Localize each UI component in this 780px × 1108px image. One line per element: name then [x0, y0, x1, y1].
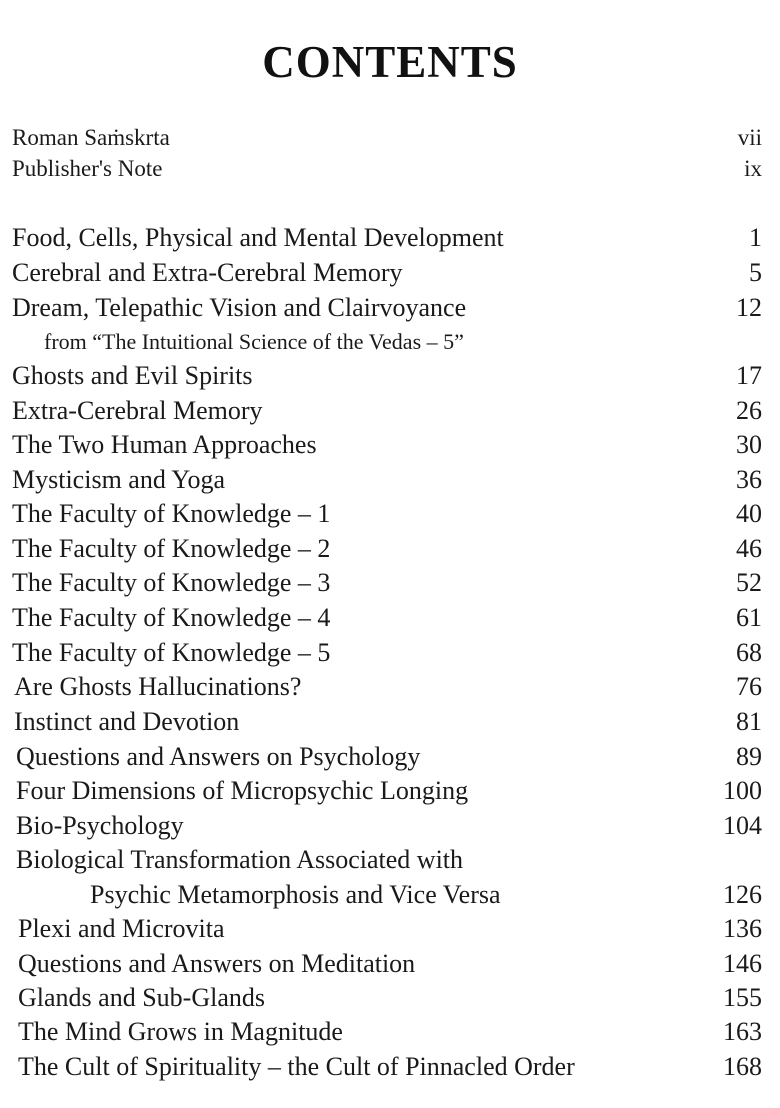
toc-entry-title: The Faculty of Knowledge – 1: [12, 499, 331, 528]
toc-entry: [0, 497, 780, 531]
toc-entry-title: Questions and Answers on Psychology: [16, 742, 421, 771]
toc-entry: [0, 809, 780, 843]
toc-entry: [0, 843, 780, 877]
toc-entry: [0, 121, 780, 155]
toc-entry-page: 26: [736, 396, 762, 425]
toc-entry-page: 155: [723, 983, 762, 1012]
toc-entry-title: Questions and Answers on Meditation: [18, 949, 416, 978]
toc-entry-title: Food, Cells, Physical and Mental Development: [12, 223, 504, 252]
toc-entry-title: The Faculty of Knowledge – 3: [12, 568, 331, 597]
toc-entry: [0, 912, 780, 946]
toc-entry-title: The Cult of Spirituality – the Cult of Pinnacled Order: [18, 1052, 575, 1081]
toc-entry-page: 52: [736, 568, 762, 597]
toc-entry-page: 68: [736, 638, 762, 667]
toc-entry: [0, 601, 780, 635]
toc-entry-title: Publisher's Note: [12, 156, 163, 181]
toc-entry: [0, 705, 780, 739]
toc-entry-title: Glands and Sub-Glands: [18, 983, 265, 1012]
toc-entry-page: ix: [744, 156, 762, 181]
toc-entry-page: 126: [723, 880, 762, 909]
toc-entry-title: Roman Saṁskrta: [12, 125, 170, 150]
toc-entry-page: 61: [736, 603, 762, 632]
toc-entry-title: Are Ghosts Hallucinations?: [14, 672, 302, 701]
toc-entry: [0, 981, 780, 1015]
toc-entry-page: 76: [736, 672, 762, 701]
toc-entry-title: Bio-Psychology: [16, 811, 184, 840]
toc-entry-page: 100: [723, 776, 762, 805]
toc-entry-page: 5: [749, 258, 762, 287]
toc-entry: [0, 359, 780, 393]
page-title: CONTENTS: [262, 37, 518, 87]
toc-entry-page: 17: [736, 361, 762, 390]
toc-entry-title: Plexi and Microvita: [18, 914, 225, 943]
toc-entry-page: 168: [723, 1052, 762, 1081]
toc-entry-page: 104: [723, 811, 762, 840]
toc-entry-page: 46: [736, 534, 762, 563]
toc-entry-page: 30: [736, 430, 762, 459]
toc-entry: [0, 291, 780, 325]
toc-entry: [0, 428, 780, 462]
toc-entry: [0, 1015, 780, 1049]
toc-entry-continuation: [0, 878, 780, 912]
toc-entry-page: 1: [749, 223, 762, 252]
toc-entry-title: Cerebral and Extra-Cerebral Memory: [12, 258, 403, 287]
toc-entry-title: from “The Intuitional Science of the Vedas – 5”: [44, 329, 464, 354]
toc-entry: [0, 532, 780, 566]
toc-entry-title: Instinct and Devotion: [14, 707, 240, 736]
toc-entry: [0, 394, 780, 428]
toc-entry-title: The Mind Grows in Magnitude: [18, 1017, 343, 1046]
toc-entry-page: 40: [736, 499, 762, 528]
toc-entry-title: The Faculty of Knowledge – 5: [12, 638, 331, 667]
toc-entry-title: Four Dimensions of Micropsychic Longing: [16, 776, 469, 805]
toc-entry: [0, 566, 780, 600]
toc-entry: [0, 670, 780, 704]
toc-entry: [0, 463, 780, 497]
toc-entry: [0, 636, 780, 670]
toc-entry: [0, 256, 780, 290]
toc-entry-title: Mysticism and Yoga: [12, 465, 226, 494]
toc-entry: [0, 774, 780, 808]
toc-entry-page: vii: [737, 125, 762, 150]
toc-entry-title: The Two Human Approaches: [12, 430, 317, 459]
toc-entry-page: 163: [723, 1017, 762, 1046]
toc-entry: [0, 740, 780, 774]
toc-entry: [0, 221, 780, 255]
toc-entry-title: Psychic Metamorphosis and Vice Versa: [90, 880, 501, 909]
toc-entry: [0, 152, 780, 186]
toc-entry-subtitle: [0, 325, 780, 359]
toc-entry-title: Biological Transformation Associated with: [16, 845, 464, 874]
toc-entry-page: 146: [723, 949, 762, 978]
toc-entry-title: Dream, Telepathic Vision and Clairvoyance: [12, 293, 467, 322]
toc-entry-title: The Faculty of Knowledge – 2: [12, 534, 331, 563]
toc-entry-title: Ghosts and Evil Spirits: [12, 361, 253, 390]
toc-entry-page: 89: [736, 742, 762, 771]
toc-entry-title: The Faculty of Knowledge – 4: [12, 603, 331, 632]
toc-entry-title: Extra-Cerebral Memory: [12, 396, 263, 425]
toc-entry: [0, 947, 780, 981]
toc-entry-page: 81: [736, 707, 762, 736]
toc-entry-page: 12: [736, 293, 762, 322]
toc-entry-page: 136: [723, 914, 762, 943]
toc-entry-page: 36: [736, 465, 762, 494]
toc-entry: [0, 1050, 780, 1084]
